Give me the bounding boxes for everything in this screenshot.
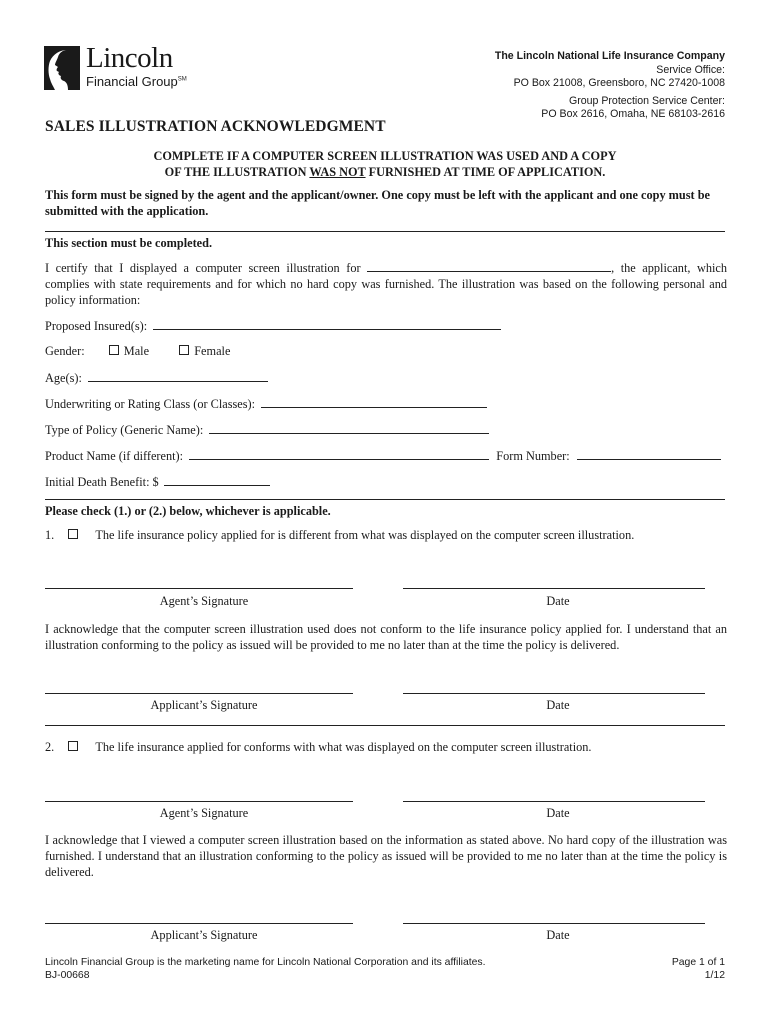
footer-note: Lincoln Financial Group is the marketing name for Lincoln National Corporation and its affiliates. [45,957,486,968]
option-2-text: The life insurance applied for conforms with what was displayed on the computer screen illustration. [95,740,592,754]
form-code: BJ-00668 [45,970,90,981]
option-2-agent-signature-label: Agent’s Signature [159,806,249,820]
ages-row: Age(s): [45,370,268,386]
company-name: The Lincoln National Life Insurance Company [494,50,725,62]
initial-death-benefit-row: Initial Death Benefit: $ [45,474,270,490]
type-of-policy-field[interactable] [209,422,489,434]
type-of-policy-row: Type of Policy (Generic Name): [45,422,489,438]
ages-field[interactable] [88,370,268,382]
option-2-acknowledgment: I acknowledge that I viewed a computer screen illustration based on the information as stated above. No hard copy of the illustration was furnished. I understand that an illustration conforming to the policy as issued will be provided to me no later than at the time the policy is delivered. [45,833,727,879]
option-1-agent-date-label: Date [546,594,570,608]
subtitle-line-2: OF THE ILLUSTRATION WAS NOT FURNISHED AT TIME OF APPLICATION. [164,164,606,179]
form-number-label: Form Number: [496,449,570,463]
gpsc-label: Group Protection Service Center: [568,94,725,107]
option-1-number: 1. [45,528,55,542]
option-1-acknowledgment: I acknowledge that the computer screen illustration used does not conform to the life insurance policy applied for. I understand that an illustration conforming to the policy as issued will be provided to me no later than at the time the policy is delivered. [45,622,727,652]
option-1-agent-date-line[interactable] [403,588,705,589]
proposed-insured-row: Proposed Insured(s): [45,318,501,334]
service-office-address: PO Box 21008, Greensboro, NC 27420-1008 [513,77,725,89]
lincoln-logo [44,44,214,92]
form-instructions: This form must be signed by the agent and the applicant/owner. One copy must be left with the applicant and one copy must be submitted with the application. [45,188,710,218]
footer-left [45,956,486,982]
logo-subline: Financial Group℠ [86,74,187,89]
product-name-row: Product Name (if different): Form Number: [45,448,721,464]
section-divider-3 [45,725,725,726]
option-2-applicant-date-line[interactable] [403,923,705,924]
form-subtitle [45,149,725,180]
applicant-name-field[interactable] [367,260,611,272]
gpsc-address: PO Box 2616, Omaha, NE 68103-2616 [541,108,725,120]
male-checkbox[interactable] [109,345,119,355]
female-checkbox[interactable] [179,345,189,355]
option-2-agent-signature-line[interactable] [45,801,353,802]
female-label: Female [194,344,231,358]
service-office-label: Service Office: [656,63,725,76]
proposed-insured-field[interactable] [153,318,501,330]
option-2-applicant-signature-line[interactable] [45,923,353,924]
section-divider-2 [45,499,725,500]
option-1-applicant-date-label: Date [546,698,570,712]
company-info [495,50,725,122]
form-title: SALES ILLUSTRATION ACKNOWLEDGMENT [45,118,386,135]
option-1-row [45,528,634,543]
option-2-applicant-date-label: Date [546,928,570,942]
option-1-agent-signature-line[interactable] [45,588,353,589]
was-not-emphasis: WAS NOT [309,164,366,179]
option-1-text: The life insurance policy applied for is different from what was displayed on the computer screen illustration. [95,528,635,542]
initial-death-benefit-field[interactable] [164,474,270,486]
form-number-field[interactable] [577,448,721,460]
section-1-heading: This section must be completed. [45,236,213,250]
underwriting-row: Underwriting or Rating Class (or Classes): [45,396,487,412]
male-label: Male [123,344,150,358]
option-2-agent-date-line[interactable] [403,801,705,802]
page-number: Page 1 of 1 [671,957,725,968]
product-name-field[interactable] [189,448,489,460]
footer-right [672,956,725,982]
underwriting-field[interactable] [261,396,487,408]
option-2-row [45,740,592,755]
option-2-agent-date-label: Date [546,806,570,820]
service-mark: SM [177,76,187,83]
option-1-applicant-signature-label: Applicant’s Signature [150,698,258,712]
option-2-number: 2. [45,740,55,754]
section-2-heading: Please check (1.) or (2.) below, whichever is applicable. [45,504,331,518]
certification-paragraph: I certify that I displayed a computer screen illustration for , the applicant, which complies with state requirements and for which no hard copy was furnished. The illustration was based on the following personal and policy information: [45,261,728,307]
subtitle-line-1: COMPLETE IF A COMPUTER SCREEN ILLUSTRATION WAS USED AND A COPY [153,149,617,163]
section-divider-1 [45,231,725,232]
option-2-applicant-signature-label: Applicant’s Signature [150,928,258,942]
option-1-agent-signature-label: Agent’s Signature [159,594,249,608]
logo-wordmark: Lincoln [86,42,173,74]
lincoln-profile-icon [44,46,80,90]
option-2-checkbox[interactable] [68,741,78,751]
gender-row: Gender: Male Female [45,344,231,358]
option-1-applicant-signature-line[interactable] [45,693,353,694]
revision-date: 1/12 [704,970,725,981]
option-1-checkbox[interactable] [68,529,78,539]
option-1-applicant-date-line[interactable] [403,693,705,694]
